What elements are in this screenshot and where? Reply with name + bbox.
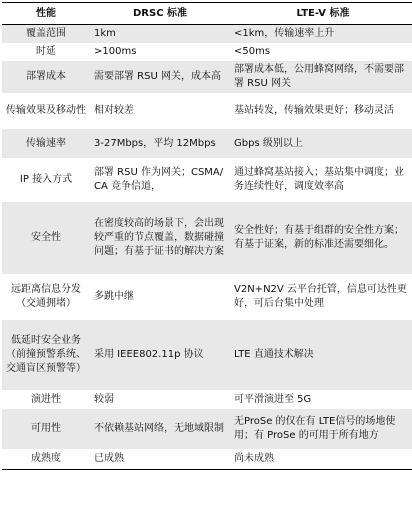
drsc-cell: >100ms xyxy=(94,46,137,57)
table-row xyxy=(2,274,412,320)
table-row xyxy=(2,129,412,158)
header-drsc: DRSC 标准 xyxy=(132,7,188,19)
ltev-cell: 无ProSe 的仅在有 LTE信号的场地使用；有 ProSe 的可用于所有地方 xyxy=(234,416,396,441)
drsc-cell: 相对较差 xyxy=(94,105,134,116)
feature-cell: 安全性 xyxy=(31,232,61,243)
ltev-cell: 可平滑演进至 5G xyxy=(234,393,312,405)
feature-cell: 低延时安全业务（前撞预警系统、交通盲区预警等） xyxy=(6,335,86,374)
feature-cell: 演进性 xyxy=(31,393,61,405)
feature-cell: 成熟度 xyxy=(31,452,61,464)
ltev-cell: <1km，传输速率上升 xyxy=(234,28,335,39)
header-feature: 性能 xyxy=(36,7,56,19)
drsc-cell: 多跳中继 xyxy=(94,291,134,302)
feature-cell: 传输效果及移动性 xyxy=(6,105,86,116)
ltev-cell: 尚未成熟 xyxy=(234,452,274,464)
table-row xyxy=(2,320,412,390)
ltev-cell: 部署成本低，公用蜂窝网络，不需要部署 RSU 网关 xyxy=(234,64,404,89)
drsc-cell: 较弱 xyxy=(94,393,114,405)
table-row xyxy=(2,409,412,449)
drsc-cell: 1km xyxy=(94,28,116,39)
ltev-cell: V2N+N2V 云平台托管，信息可达性更好，可后台集中处理 xyxy=(234,284,407,309)
feature-cell: 覆盖范围 xyxy=(26,28,66,39)
feature-cell: 远距离信息分发（交通拥堵） xyxy=(11,284,81,309)
table-row xyxy=(2,61,412,93)
drsc-cell: 采用 IEEE802.11p 协议 xyxy=(94,349,204,360)
table-row xyxy=(2,158,412,202)
drsc-cell: 部署 RSU 作为网关；CSMA/CA 竞争信道， xyxy=(94,167,224,192)
drsc-cell: 已成熟 xyxy=(94,452,124,464)
ltev-cell: LTE 直通技术解决 xyxy=(234,349,314,360)
feature-cell: 可用性 xyxy=(31,423,61,434)
feature-cell: 传输速率 xyxy=(26,137,66,149)
table-row xyxy=(2,93,412,129)
drsc-cell: 不依赖基站网络，无地域限制 xyxy=(94,423,224,434)
ltev-cell: 基站转发，传输效果更好；移动灵活 xyxy=(234,105,394,116)
comparison-table xyxy=(2,2,412,470)
feature-cell: 时延 xyxy=(36,46,56,57)
ltev-cell: 通过蜂窝基站接入；基站集中调度；业务连续性好，调度效率高 xyxy=(234,167,404,192)
table-row xyxy=(2,25,412,44)
drsc-cell: 需要部署 RSU 网关，成本高 xyxy=(94,71,221,82)
header-ltev: LTE-V 标准 xyxy=(296,7,350,19)
ltev-cell: <50ms xyxy=(234,46,271,57)
table-header-row xyxy=(2,3,412,25)
feature-cell: IP 接入方式 xyxy=(19,174,73,185)
ltev-cell: 安全性好；有基于组群的安全性方案；有基于证案，新的标准还需要细化。 xyxy=(234,225,404,250)
table-row xyxy=(2,202,412,274)
ltev-cell: Gbps 级别以上 xyxy=(234,137,303,149)
drsc-cell: 在密度较高的场景下，会出现较严重的节点覆盖，数据碰撞问题；有基于证书的解决方案 xyxy=(94,218,224,257)
table-row xyxy=(2,390,412,409)
table-row xyxy=(2,449,412,469)
feature-cell: 部署成本 xyxy=(26,71,66,82)
table-row xyxy=(2,43,412,61)
drsc-cell: 3-27Mbps，平均 12Mbps xyxy=(94,137,216,149)
